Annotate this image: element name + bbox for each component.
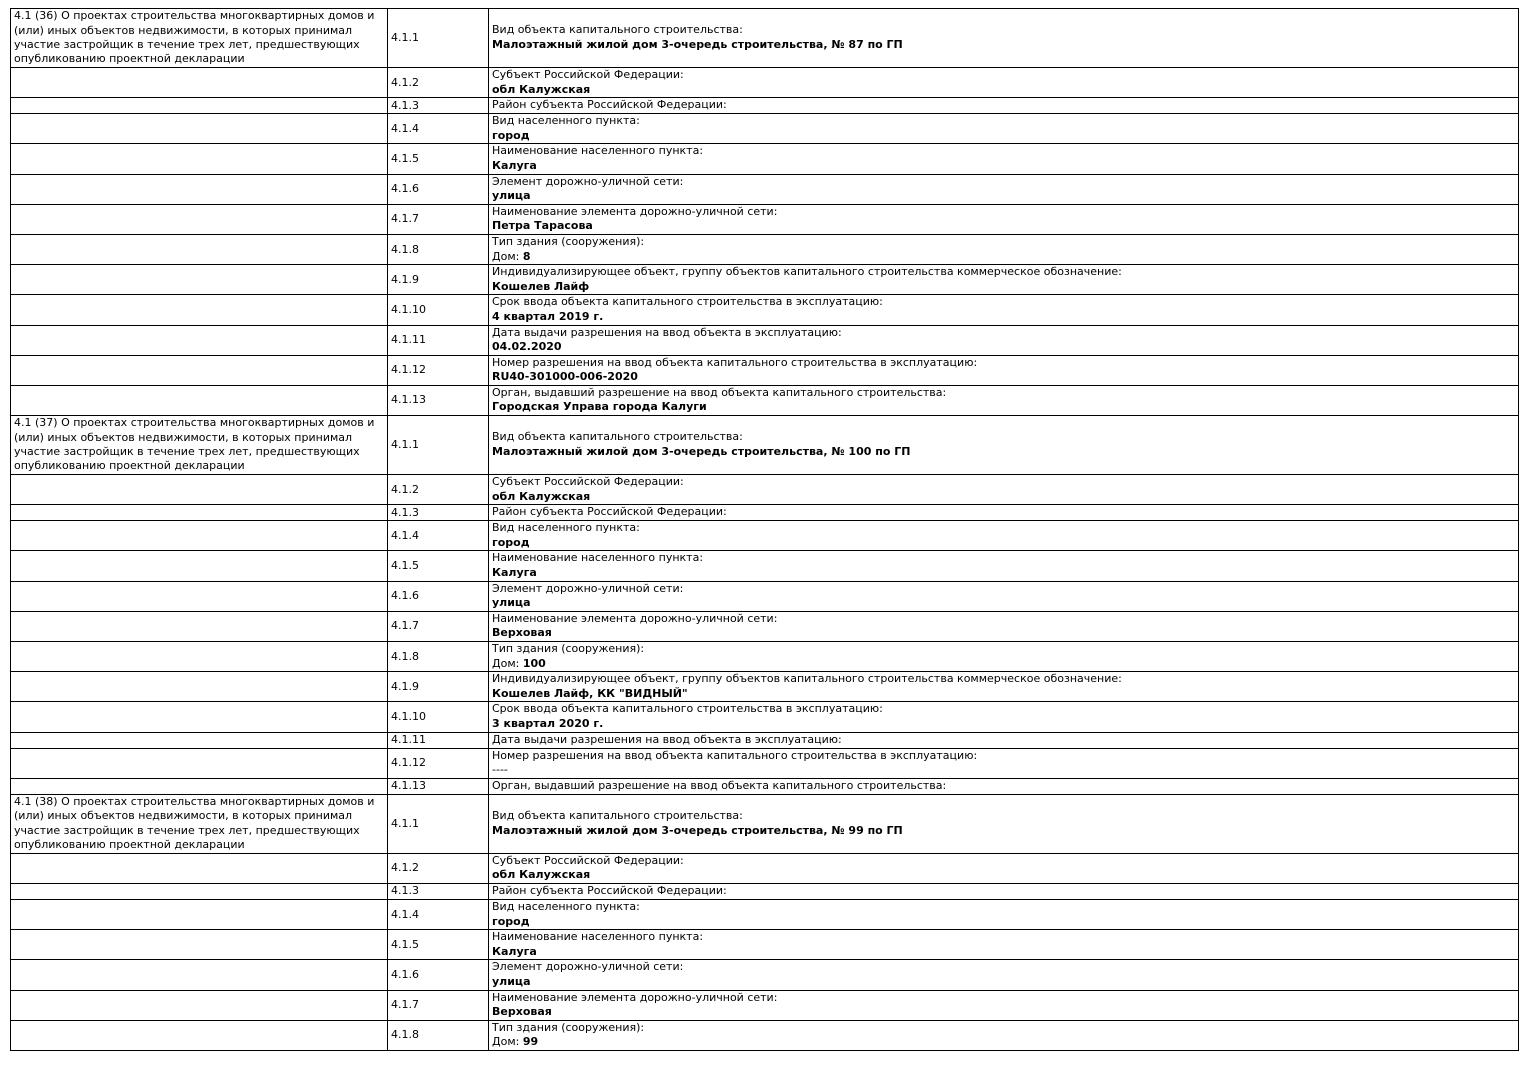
table-row	[11, 702, 1519, 732]
field-label: Элемент дорожно-уличной сети:	[492, 581, 684, 595]
table-row	[11, 990, 1519, 1020]
field-label: Район субъекта Российской Федерации:	[492, 98, 727, 112]
section-description-empty	[11, 581, 388, 611]
table-row	[11, 853, 1519, 883]
row-content	[489, 144, 1519, 174]
table-row	[11, 355, 1519, 385]
field-value: обл Калужская	[492, 868, 591, 882]
section-description-empty	[11, 930, 388, 960]
row-content	[489, 748, 1519, 778]
field-label: Район субъекта Российской Федерации:	[492, 884, 727, 898]
field-label: Наименование населенного пункта:	[492, 144, 704, 158]
row-content	[489, 9, 1519, 68]
row-code: 4.1.8	[388, 1020, 489, 1050]
row-code: 4.1.8	[388, 234, 489, 264]
field-label: Субъект Российской Федерации:	[492, 475, 684, 489]
table-row	[11, 204, 1519, 234]
field-label: Вид населенного пункта:	[492, 521, 640, 535]
row-content	[489, 265, 1519, 295]
field-value: Калуга	[492, 944, 537, 958]
section-description-empty	[11, 778, 388, 794]
section-description-empty	[11, 672, 388, 702]
row-content	[489, 883, 1519, 899]
field-value: 04.02.2020	[492, 340, 562, 354]
section-description-empty	[11, 98, 388, 114]
table-row	[11, 581, 1519, 611]
row-code: 4.1.4	[388, 114, 489, 144]
field-value: Малоэтажный жилой дом 3-очередь строительства, № 87 по ГП	[492, 38, 903, 51]
field-value: Малоэтажный жилой дом 3-очередь строительства, № 100 по ГП	[492, 445, 911, 459]
field-value: Дом: 8	[492, 249, 531, 263]
table-row	[11, 68, 1519, 98]
row-code: 4.1.1	[388, 9, 489, 68]
section-description-empty	[11, 265, 388, 295]
section-description: 4.1 (37) О проектах строительства многоквартирных домов и (или) иных объектов недвижимости, в которых принимал участие застройщик в течение трех лет, предшествующих опубликованию проектной декларации	[11, 416, 388, 475]
row-code: 4.1.1	[388, 416, 489, 475]
table-row	[11, 114, 1519, 144]
row-code: 4.1.2	[388, 68, 489, 98]
field-value: город	[492, 535, 530, 549]
table-row	[11, 930, 1519, 960]
field-value: Дом: 99	[492, 1035, 539, 1049]
section-description-empty	[11, 990, 388, 1020]
section-description-empty	[11, 899, 388, 929]
field-label: Срок ввода объекта капитального строительства в эксплуатацию:	[492, 702, 883, 716]
table-row	[11, 899, 1519, 929]
row-code: 4.1.7	[388, 990, 489, 1020]
row-code: 4.1.7	[388, 611, 489, 641]
field-value: обл Калужская	[492, 489, 591, 503]
field-value: город	[492, 128, 530, 142]
section-description-empty	[11, 748, 388, 778]
row-code: 4.1.10	[388, 702, 489, 732]
section-description-empty	[11, 68, 388, 98]
field-value: улица	[492, 974, 531, 988]
field-value: 4 квартал 2019 г.	[492, 309, 604, 323]
field-label: Наименование населенного пункта:	[492, 551, 704, 565]
row-content	[489, 234, 1519, 264]
row-code: 4.1.7	[388, 204, 489, 234]
table-row	[11, 551, 1519, 581]
row-content	[489, 505, 1519, 521]
row-code: 4.1.5	[388, 930, 489, 960]
row-code: 4.1.1	[388, 794, 489, 853]
table-row	[11, 642, 1519, 672]
row-content	[489, 98, 1519, 114]
section-description-empty	[11, 234, 388, 264]
section-description-empty	[11, 960, 388, 990]
row-code: 4.1.2	[388, 475, 489, 505]
row-content	[489, 778, 1519, 794]
field-value: RU40-301000-006-2020	[492, 370, 638, 384]
row-code: 4.1.12	[388, 748, 489, 778]
field-label: Тип здания (сооружения):	[492, 234, 645, 248]
row-content	[489, 899, 1519, 929]
table-row	[11, 732, 1519, 748]
row-content	[489, 68, 1519, 98]
field-label: Наименование элемента дорожно-уличной сети:	[492, 204, 778, 218]
field-label: Наименование элемента дорожно-уличной сети:	[492, 611, 778, 625]
row-content	[489, 174, 1519, 204]
field-label: Вид объекта капитального строительства:	[492, 809, 743, 823]
field-label: Вид населенного пункта:	[492, 114, 640, 128]
row-code: 4.1.6	[388, 174, 489, 204]
table-row	[11, 883, 1519, 899]
table-row	[11, 960, 1519, 990]
field-label: Элемент дорожно-уличной сети:	[492, 960, 684, 974]
row-code: 4.1.6	[388, 581, 489, 611]
table-row	[11, 295, 1519, 325]
row-code: 4.1.2	[388, 853, 489, 883]
row-content	[489, 295, 1519, 325]
table-row	[11, 611, 1519, 641]
field-label: Наименование населенного пункта:	[492, 930, 704, 944]
table-row	[11, 748, 1519, 778]
section-description: 4.1 (38) О проектах строительства многоквартирных домов и (или) иных объектов недвижимости, в которых принимал участие застройщик в течение трех лет, предшествующих опубликованию проектной декларации	[11, 794, 388, 853]
row-content	[489, 416, 1519, 475]
field-label: Вид объекта капитального строительства:	[492, 430, 743, 444]
field-value: Дом: 100	[492, 656, 546, 670]
field-label: Субъект Российской Федерации:	[492, 853, 684, 867]
field-value: улица	[492, 596, 531, 610]
row-content	[489, 385, 1519, 415]
field-value: Калуга	[492, 158, 537, 172]
field-value: ----	[492, 763, 508, 777]
table-row	[11, 475, 1519, 505]
table-row	[11, 144, 1519, 174]
table-row	[11, 98, 1519, 114]
row-code: 4.1.12	[388, 355, 489, 385]
row-content	[489, 551, 1519, 581]
field-label: Срок ввода объекта капитального строительства в эксплуатацию:	[492, 295, 883, 309]
section-description-empty	[11, 551, 388, 581]
field-label: Номер разрешения на ввод объекта капитального строительства в эксплуатацию:	[492, 355, 978, 369]
row-code: 4.1.10	[388, 295, 489, 325]
row-content	[489, 853, 1519, 883]
section-description-empty	[11, 521, 388, 551]
field-label: Вид населенного пункта:	[492, 899, 640, 913]
section-description-empty	[11, 174, 388, 204]
field-label: Тип здания (сооружения):	[492, 642, 645, 655]
project-declarations-table	[10, 8, 1519, 1051]
field-label: Дата выдачи разрешения на ввод объекта в эксплуатацию:	[492, 732, 842, 746]
row-code: 4.1.11	[388, 732, 489, 748]
table-row	[11, 234, 1519, 264]
table-row	[11, 672, 1519, 702]
field-value: Верховая	[492, 626, 552, 640]
row-code: 4.1.6	[388, 960, 489, 990]
section-description-empty	[11, 114, 388, 144]
row-content	[489, 325, 1519, 355]
table-row	[11, 385, 1519, 415]
row-content	[489, 581, 1519, 611]
row-code: 4.1.4	[388, 899, 489, 929]
row-content	[489, 672, 1519, 702]
section-description-empty	[11, 642, 388, 672]
row-code: 4.1.13	[388, 385, 489, 415]
field-value: Малоэтажный жилой дом 3-очередь строительства, № 99 по ГП	[492, 823, 903, 837]
table-row	[11, 1020, 1519, 1050]
field-value: Кошелев Лайф	[492, 279, 590, 293]
row-content	[489, 702, 1519, 732]
field-label: Индивидуализирующее объект, группу объектов капитального строительства коммерческое обозначение:	[492, 265, 1122, 279]
field-value: Петра Тарасова	[492, 219, 593, 233]
field-label: Субъект Российской Федерации:	[492, 68, 684, 81]
field-label: Орган, выдавший разрешение на ввод объекта капитального строительства:	[492, 385, 947, 399]
field-value: Кошелев Лайф, КК "ВИДНЫЙ"	[492, 686, 688, 700]
row-code: 4.1.8	[388, 642, 489, 672]
field-label: Район субъекта Российской Федерации:	[492, 505, 727, 519]
table-row	[11, 9, 1519, 68]
row-content	[489, 1020, 1519, 1050]
row-content	[489, 355, 1519, 385]
section-description-empty	[11, 505, 388, 521]
row-code: 4.1.5	[388, 144, 489, 174]
section-description-empty	[11, 144, 388, 174]
row-code: 4.1.13	[388, 778, 489, 794]
field-value: город	[492, 914, 530, 928]
table-row	[11, 778, 1519, 794]
section-description-empty	[11, 475, 388, 505]
table-row	[11, 505, 1519, 521]
section-description-empty	[11, 883, 388, 899]
row-code: 4.1.3	[388, 98, 489, 114]
field-label: Тип здания (сооружения):	[492, 1020, 645, 1034]
field-value: обл Калужская	[492, 82, 591, 96]
row-code: 4.1.11	[388, 325, 489, 355]
table-row	[11, 416, 1519, 475]
section-description-empty	[11, 732, 388, 748]
row-content	[489, 611, 1519, 641]
table-row	[11, 174, 1519, 204]
field-value: Верховая	[492, 1005, 552, 1019]
section-description-empty	[11, 611, 388, 641]
field-label: Дата выдачи разрешения на ввод объекта в эксплуатацию:	[492, 325, 842, 339]
section-description-empty	[11, 355, 388, 385]
section-description-empty	[11, 295, 388, 325]
field-label: Элемент дорожно-уличной сети:	[492, 174, 684, 188]
table-row	[11, 265, 1519, 295]
row-content	[489, 114, 1519, 144]
row-content	[489, 475, 1519, 505]
table-row	[11, 521, 1519, 551]
row-content	[489, 960, 1519, 990]
field-label: Номер разрешения на ввод объекта капитального строительства в эксплуатацию:	[492, 748, 978, 762]
field-value: 3 квартал 2020 г.	[492, 716, 604, 730]
field-value: Калуга	[492, 566, 537, 580]
field-label: Вид объекта капитального строительства:	[492, 23, 743, 37]
section-description: 4.1 (36) О проектах строительства многоквартирных домов и (или) иных объектов недвижимости, в которых принимал участие застройщик в течение трех лет, предшествующих опубликованию проектной декларации	[11, 9, 388, 68]
row-code: 4.1.9	[388, 672, 489, 702]
field-label: Наименование элемента дорожно-уличной сети:	[492, 990, 778, 1004]
section-description-empty	[11, 385, 388, 415]
section-description-empty	[11, 1020, 388, 1050]
field-label: Индивидуализирующее объект, группу объектов капитального строительства коммерческое обозначение:	[492, 672, 1122, 686]
row-content	[489, 794, 1519, 853]
row-code: 4.1.9	[388, 265, 489, 295]
field-value: Городская Управа города Калуги	[492, 400, 707, 414]
row-code: 4.1.3	[388, 505, 489, 521]
table-row	[11, 794, 1519, 853]
row-content	[489, 930, 1519, 960]
row-content	[489, 204, 1519, 234]
row-content	[489, 732, 1519, 748]
row-code: 4.1.4	[388, 521, 489, 551]
row-content	[489, 521, 1519, 551]
section-description-empty	[11, 702, 388, 732]
row-content	[489, 642, 1519, 672]
section-description-empty	[11, 853, 388, 883]
row-code: 4.1.5	[388, 551, 489, 581]
section-description-empty	[11, 325, 388, 355]
row-content	[489, 990, 1519, 1020]
section-description-empty	[11, 204, 388, 234]
row-code: 4.1.3	[388, 883, 489, 899]
table-row	[11, 325, 1519, 355]
field-label: Орган, выдавший разрешение на ввод объекта капитального строительства:	[492, 778, 947, 792]
field-value: улица	[492, 189, 531, 203]
